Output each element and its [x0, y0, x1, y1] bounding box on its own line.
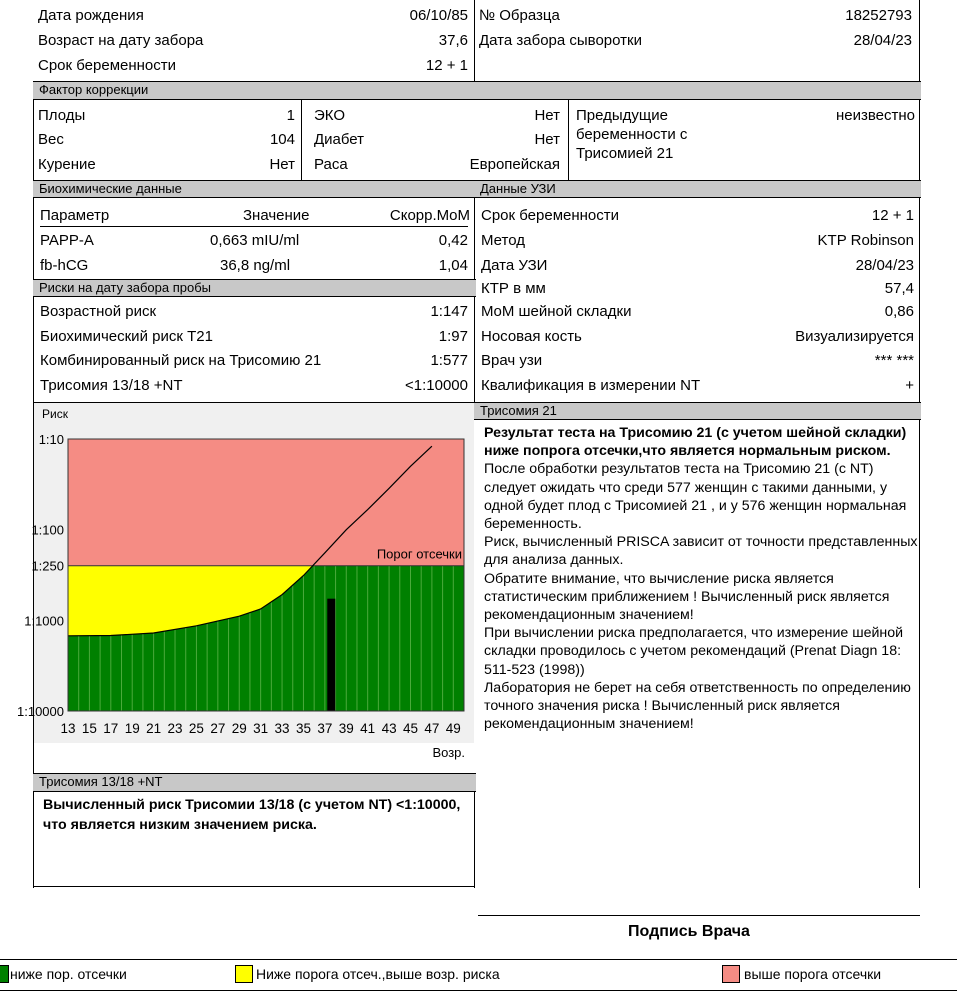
t1318-text: Вычисленный риск Трисомии 13/18 (с учетом NT) <1:10000, что является низким значением риска. — [43, 797, 461, 833]
x-ticks — [60, 721, 460, 736]
weight-value: 104 — [269, 131, 295, 148]
t21-result: Результат теста на Трисомию 21 (с учетом шейной складки) ниже попрога отсечки,что является нормальным риском. — [484, 425, 907, 460]
signature-label: Подпись Врача — [628, 923, 750, 940]
cutoff-label: Порог отсечки — [376, 546, 462, 562]
t21-para: Обратите внимание, что вычисление риска является статистическим приближением ! Вычисленный риск является рекомендационным значением! — [484, 570, 890, 624]
x-tick-label: 19 — [124, 721, 140, 736]
us-label: Врач узи — [481, 352, 543, 369]
divider — [474, 0, 475, 82]
mom-cell: 1,04 — [438, 257, 468, 274]
param-cell: fb-hCG — [40, 257, 89, 274]
x-tick-label: 37 — [317, 721, 333, 736]
us-label: Дата УЗИ — [481, 257, 548, 274]
prev-label-3: Трисомией 21 — [576, 145, 674, 162]
risk-chart — [17, 403, 474, 771]
gest-value: 12 + 1 — [425, 57, 468, 74]
ivf-label: ЭКО — [314, 107, 346, 124]
x-tick-label: 25 — [188, 721, 204, 736]
weight-label: Вес — [38, 131, 64, 148]
x-tick-label: 43 — [381, 721, 397, 736]
y-ticks — [17, 432, 64, 719]
divider — [33, 886, 475, 887]
birth-date-label: Дата рождения — [38, 7, 144, 24]
risk-value: <1:10000 — [405, 377, 468, 394]
x-tick-label: 31 — [253, 721, 269, 736]
divider — [919, 0, 920, 82]
ivf-value: Нет — [534, 107, 560, 124]
y-tick-label: 1:10 — [38, 432, 64, 447]
legend-top-line — [0, 959, 957, 960]
x-tick-label: 33 — [274, 721, 290, 736]
x-tick-label: 13 — [60, 721, 76, 736]
us-label: Носовая кость — [481, 328, 582, 345]
t21-para: Риск, вычисленный PRISCA зависит от точности представленных для анализа данных. — [484, 534, 918, 569]
serum-date-label: Дата забора сыворотки — [479, 32, 642, 49]
value-cell: 36,8 ng/ml — [220, 257, 291, 274]
race-value: Европейская — [469, 156, 560, 173]
divider — [301, 100, 302, 182]
x-axis-title: Возр. — [432, 745, 465, 760]
serum-date-value: 28/04/23 — [853, 32, 912, 49]
legend-above-swatch — [722, 965, 740, 983]
col-mom: Скорр.MoM — [389, 207, 470, 224]
us-label: Метод — [481, 232, 525, 249]
race-label: Раса — [314, 156, 348, 173]
col-underline — [40, 226, 468, 227]
diabetes-label: Диабет — [314, 131, 365, 148]
x-tick-label: 41 — [360, 721, 376, 736]
fetuses-value: 1 — [286, 107, 295, 124]
sample-no-label: № Образца — [479, 7, 560, 24]
x-tick-label: 47 — [424, 721, 440, 736]
us-value: *** *** — [874, 352, 914, 369]
prev-value: неизвестно — [835, 107, 915, 124]
t21-header: Трисомия 21 — [474, 402, 921, 420]
x-tick-label: 29 — [231, 721, 247, 736]
birth-date-value: 06/10/85 — [409, 7, 468, 24]
x-tick-label: 17 — [103, 721, 119, 736]
us-value: 12 + 1 — [871, 207, 914, 224]
t21-para: При вычислении риска предполагается, что измерение шейной складки проводилось с учетом рекомендаций (Prenat Diagn 18: 511-523 (1998)) — [484, 625, 904, 678]
divider — [568, 100, 569, 182]
sample-no-value: 18252793 — [845, 7, 912, 24]
prev-label-1: Предыдущие — [576, 107, 668, 124]
smoking-label: Курение — [38, 156, 96, 173]
biochem-header: Биохимические данные — [33, 180, 476, 198]
legend-below-swatch — [0, 965, 9, 983]
fetuses-label: Плоды — [38, 107, 86, 124]
us-value: Визуализируется — [795, 328, 914, 345]
risk-value: 1:97 — [438, 328, 468, 345]
x-tick-label: 35 — [295, 721, 311, 736]
risk-value: 1:147 — [430, 303, 468, 320]
legend-between-swatch — [235, 965, 253, 983]
us-label: Срок беременности — [481, 207, 620, 224]
us-value: 57,4 — [884, 280, 914, 297]
us-label: КТР в мм — [481, 280, 546, 297]
legend-below: ниже пор. отсечки — [10, 966, 127, 982]
value-cell: 0,663 mIU/ml — [210, 232, 300, 249]
risk-label: Трисомия 13/18 +NT — [40, 377, 183, 394]
divider — [474, 198, 475, 404]
mom-cell: 0,42 — [438, 232, 468, 249]
gest-label: Срок беременности — [38, 57, 177, 74]
smoking-value: Нет — [269, 156, 295, 173]
divider — [33, 297, 34, 404]
risk-label: Возрастной риск — [40, 303, 157, 320]
col-value: Значение — [243, 207, 310, 224]
divider — [919, 100, 920, 182]
x-tick-label: 45 — [402, 721, 419, 736]
us-value: + — [905, 377, 914, 394]
risk-label: Биохимический риск Т21 — [40, 328, 213, 345]
x-tick-label: 39 — [338, 721, 354, 736]
correction-header: Фактор коррекции — [33, 81, 921, 100]
col-param: Параметр — [40, 207, 110, 224]
divider — [919, 198, 920, 404]
divider — [33, 792, 34, 888]
signature-line — [478, 915, 920, 916]
param-cell: PAPP-A — [40, 232, 94, 249]
divider — [474, 792, 475, 888]
legend-bottom-line — [0, 990, 957, 991]
risk-value: 1:577 — [430, 352, 468, 369]
us-value: 28/04/23 — [855, 257, 914, 274]
diabetes-value: Нет — [534, 131, 560, 148]
t21-para: После обработки результатов теста на Трисомию 21 (с NT) следует ожидать что среди 577 женщин с такими данными, у одной будет плод с Трисомией 21 , и у 576 женщин нормальная беременность. — [484, 461, 907, 533]
t1318-header: Трисомия 13/18 +NT — [33, 773, 476, 792]
legend-between: Ниже порога отсеч.,выше возр. риска — [256, 966, 500, 982]
ultrasound-header: Данные УЗИ — [474, 180, 921, 198]
prev-label-2: беременности с — [576, 126, 688, 143]
risk-label: Комбинированный риск на Трисомию 21 — [40, 352, 322, 369]
y-tick-label: 1:10000 — [17, 704, 64, 719]
t21-para: Лаборатория не берет на себя ответственность по определению точного значения риска ! Вычисленный риск является рекомендационным значением! — [484, 679, 911, 733]
divider — [33, 100, 34, 182]
t21-text — [484, 424, 922, 733]
y-tick-label: 1:250 — [31, 558, 64, 574]
legend-above: выше порога отсечки — [744, 966, 882, 982]
us-value: KTP Robinson — [817, 232, 914, 249]
age-label: Возраст на дату забора — [38, 32, 204, 49]
x-tick-label: 15 — [81, 721, 97, 736]
divider — [33, 198, 34, 282]
x-tick-label: 27 — [210, 721, 226, 736]
x-tick-label: 23 — [167, 721, 183, 736]
us-label: Квалификация в измерении NT — [481, 377, 701, 394]
patient-marker — [327, 599, 335, 711]
x-tick-label: 21 — [146, 721, 162, 736]
y-tick-label: 1:100 — [31, 522, 64, 538]
us-label: MoM шейной складки — [481, 303, 632, 320]
us-value: 0,86 — [884, 303, 914, 320]
y-axis-title: Риск — [42, 407, 68, 421]
y-tick-label: 1:1000 — [24, 613, 64, 629]
risks-header: Риски на дату забора пробы — [33, 279, 476, 297]
age-value: 37,6 — [438, 32, 468, 49]
x-tick-label: 49 — [445, 721, 461, 736]
